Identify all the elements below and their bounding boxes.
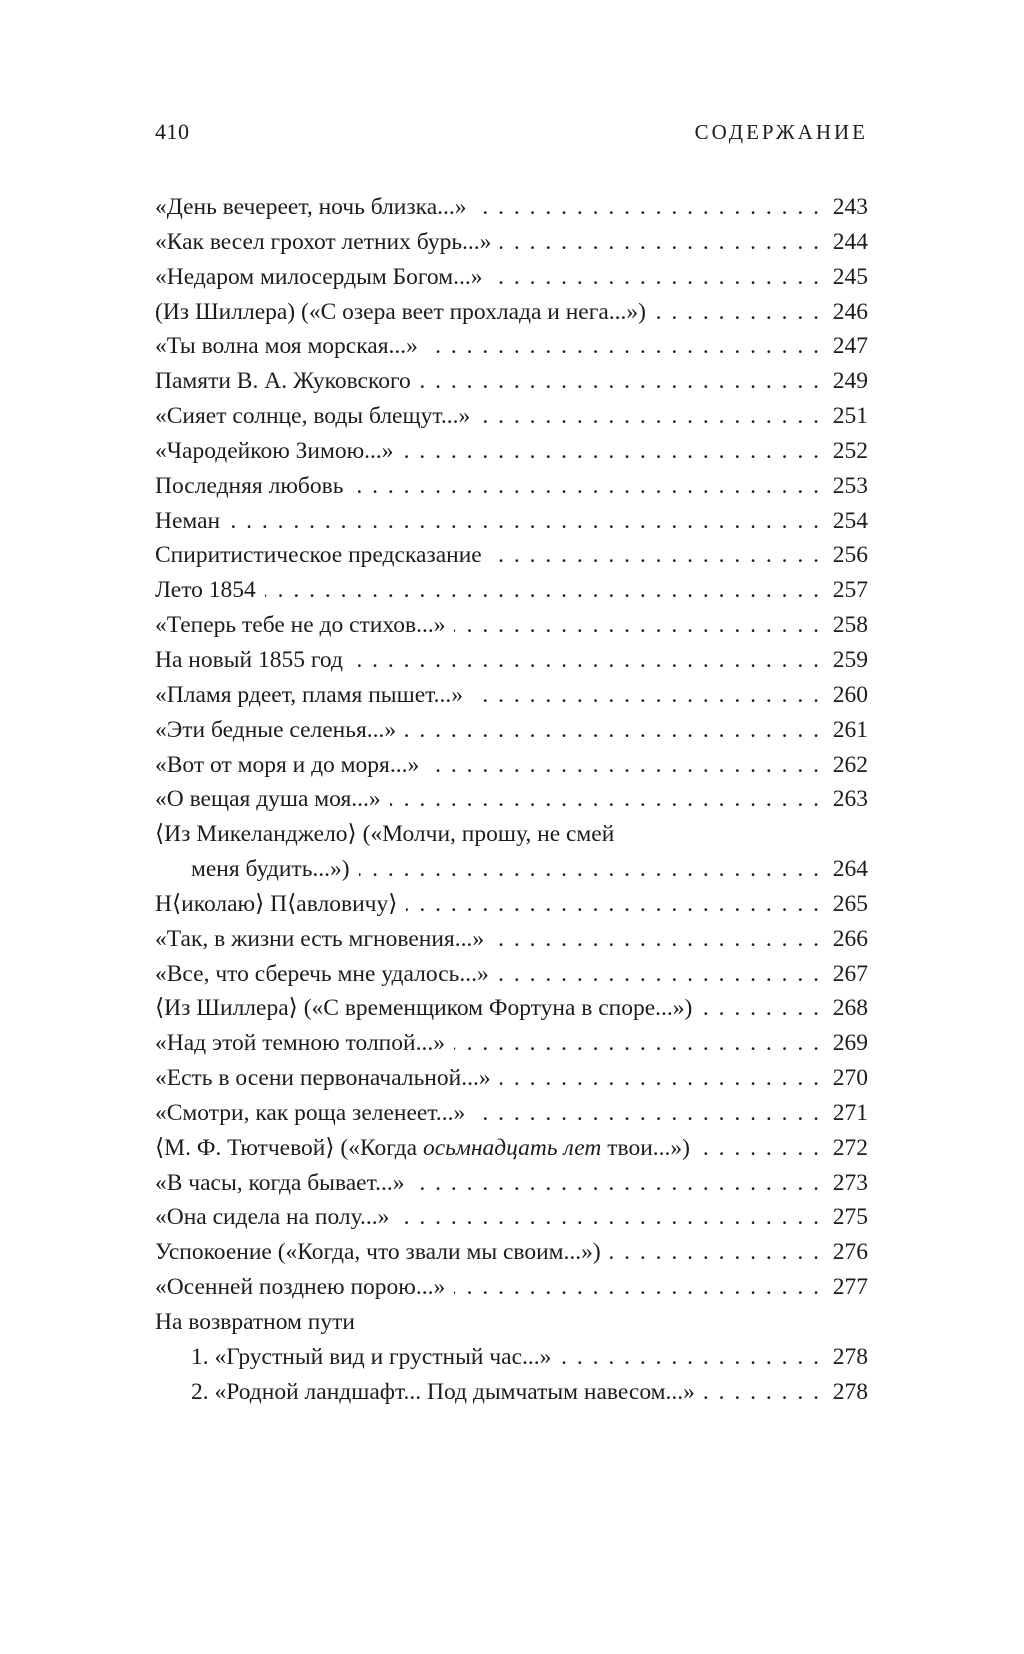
toc-entry-page: 247 [832,333,868,360]
toc-entry-title: Неман [155,507,221,534]
toc-entry [155,573,868,608]
toc-entry-page: 268 [832,995,868,1022]
toc-entry-page: 253 [832,472,868,499]
dot-leader [454,1026,821,1061]
toc-entry-title: «Вот от моря и до моря...» [155,751,420,778]
toc-entry [155,991,868,1026]
toc-entry-page: 267 [832,960,868,987]
toc-entry-title: «Чародейкою Зимою...» [155,437,394,464]
toc-entry [155,329,868,364]
toc-entry [155,469,868,504]
dot-leader [699,1131,821,1166]
toc-entry [155,782,868,817]
toc-entry-title: «Осенней позднею порою...» [155,1274,446,1301]
toc-entry-title: ⟨Из Шиллера⟩ («С временщиком Фортуна в споре...») [155,995,693,1022]
toc-entry-title: На новый 1855 год [155,646,343,673]
toc-entry-page: 278 [832,1343,868,1370]
toc-entry-page: 270 [832,1065,868,1092]
dot-leader [398,1200,821,1235]
toc-entry-title: На возвратном пути [155,1309,355,1335]
toc-entry-title: «Как весел грохот летних бурь...» [155,228,492,255]
toc-entry-title: Лето 1854 [155,577,256,604]
toc-entry-page: 261 [832,716,868,743]
dot-leader [403,434,821,469]
toc-entry-page: 264 [832,856,868,883]
toc-entry-title: «Сияет солнце, воды блещут...» [155,403,471,430]
toc-entry-page: 273 [832,1169,868,1196]
toc-entry [155,1375,868,1410]
toc-entry [155,1096,868,1131]
toc-entry-page: 259 [832,646,868,673]
toc-entry [155,817,868,852]
dot-leader [493,922,821,957]
running-head [155,118,868,146]
dot-leader [704,1375,821,1410]
toc-entry-title: Последняя любовь [155,472,344,499]
dot-leader [428,748,821,783]
toc-entry-page: 252 [832,437,868,464]
toc-entry-page: 265 [832,890,868,917]
toc-entry [155,608,868,643]
toc-entry-page: 251 [832,403,868,430]
toc-entry [155,260,868,295]
dot-leader [476,190,821,225]
toc-entry [155,713,868,748]
toc-entry-title: «Эти бедные селенья...» [155,716,397,743]
dot-leader [474,1096,821,1131]
toc-entry-title: «Она сидела на полу...» [155,1204,390,1231]
toc-entry-page: 277 [832,1274,868,1301]
toc-entry [155,538,868,573]
toc-entry [155,1061,868,1096]
toc-entry-page: 266 [832,925,868,952]
toc-entry-title: (Из Шиллера) («С озера веет прохлада и нега...») [155,298,646,325]
toc-entry-page: 254 [832,507,868,534]
toc-entry-title: 2. «Родной ландшафт... Под дымчатым навесом...» [191,1378,695,1405]
toc-entry-page: 245 [832,263,868,290]
toc-entry-title: «Теперь тебе не до стихов...» [155,612,446,639]
toc-entry-title: «Есть в осени первоначальной...» [155,1065,491,1092]
toc-entry-title: «Пламя рдеет, пламя пышет...» [155,681,464,708]
toc-entry-page: 260 [832,681,868,708]
toc-entry [155,364,868,399]
dot-leader [655,295,821,330]
toc-entry [155,748,868,783]
toc-entry-title: 1. «Грустный вид и грустный час...» [191,1343,552,1370]
toc-entry [155,1131,868,1166]
toc-entry-page: 249 [832,368,868,395]
toc-entry [155,957,868,992]
dot-leader [352,469,821,504]
toc-entry [155,1340,868,1375]
toc-entry [155,225,868,260]
dot-leader [560,1340,821,1375]
toc-entry [155,1026,868,1061]
toc-entry-page: 243 [832,194,868,220]
dot-leader [472,678,821,713]
toc-entry-title: «Смотри, как роща зеленеет...» [155,1099,466,1126]
toc-entry [155,887,868,922]
toc-entry [155,643,868,678]
toc-list [155,190,868,1410]
toc-entry-page: 246 [832,298,868,325]
toc-entry-page: 269 [832,1030,868,1057]
toc-entry-page: 275 [832,1204,868,1231]
dot-leader [405,713,821,748]
dot-leader [491,538,821,573]
toc-entry-page: 258 [832,612,868,639]
toc-entry-title: ⟨Из Микеланджело⟩ («Молчи, прошу, не смей [155,821,615,848]
dot-leader [454,608,821,643]
toc-entry [155,1305,868,1340]
toc-entry-title: Н⟨иколаю⟩ П⟨авловичу⟩ [155,890,398,917]
toc-entry [155,190,868,225]
toc-entry-page: 272 [832,1134,868,1161]
toc-entry [155,1270,868,1305]
dot-leader [500,225,821,260]
toc-entry-page: 271 [832,1099,868,1126]
dot-leader [265,573,821,608]
toc-entry-page: 244 [832,228,868,255]
toc-entry-title: «Над этой темною толпой...» [155,1030,445,1057]
dot-leader [414,1166,822,1201]
dot-leader [406,887,821,922]
page-number-folio: 410 [155,119,190,144]
toc-entry [155,852,868,887]
dot-leader [390,782,821,817]
toc-entry-title: «Ты волна моя морская...» [155,333,418,360]
toc-entry-title: Спиритистическое предсказание [155,542,482,569]
toc-entry [155,1235,868,1270]
toc-entry-title: «Все, что сберечь мне удалось...» [155,960,489,987]
toc-entry-title: Памяти В. А. Жуковского [155,368,411,395]
toc-entry [155,295,868,330]
toc-entry-title: Успокоение («Когда, что звали мы своим...») [155,1239,601,1266]
dot-leader [701,991,821,1026]
dot-leader [498,957,821,992]
dot-leader [491,260,821,295]
dot-leader [454,1270,821,1305]
dot-leader [359,852,821,887]
toc-entry-page: 263 [832,786,868,813]
toc-entry-title: «Недаром милосердым Богом...» [155,263,483,290]
toc-entry [155,1166,868,1201]
toc-entry-page: 278 [832,1378,868,1405]
toc-entry-page: 256 [832,542,868,569]
toc-entry-page: 276 [832,1239,868,1266]
dot-leader [610,1235,821,1270]
toc-entry [155,399,868,434]
dot-leader [352,643,821,678]
toc-entry-page: 262 [832,751,868,778]
toc-entry-page: 257 [832,577,868,604]
running-title: СОДЕРЖАНИЕ [694,120,868,144]
dot-leader [420,364,821,399]
toc-entry-title: «День вечереет, ночь близка...» [155,194,467,220]
dot-leader [479,399,821,434]
dot-leader [500,1061,821,1096]
toc-entry [155,434,868,469]
toc-entry [155,504,868,539]
toc-entry [155,678,868,713]
toc-entry-title: «О вещая душа моя...» [155,786,381,813]
toc-entry [155,1200,868,1235]
toc-entry-title: меня будить...») [191,856,350,883]
toc-entry-title: «В часы, когда бывает...» [155,1169,405,1196]
toc-entry [155,922,868,957]
dot-leader [427,329,821,364]
dot-leader [229,504,821,539]
toc-entry-title: «Так, в жизни есть мгновения...» [155,925,485,952]
toc-entry-title: ⟨М. Ф. Тютчевой⟩ («Когда осьмнадцать лет твои...») [155,1134,690,1161]
